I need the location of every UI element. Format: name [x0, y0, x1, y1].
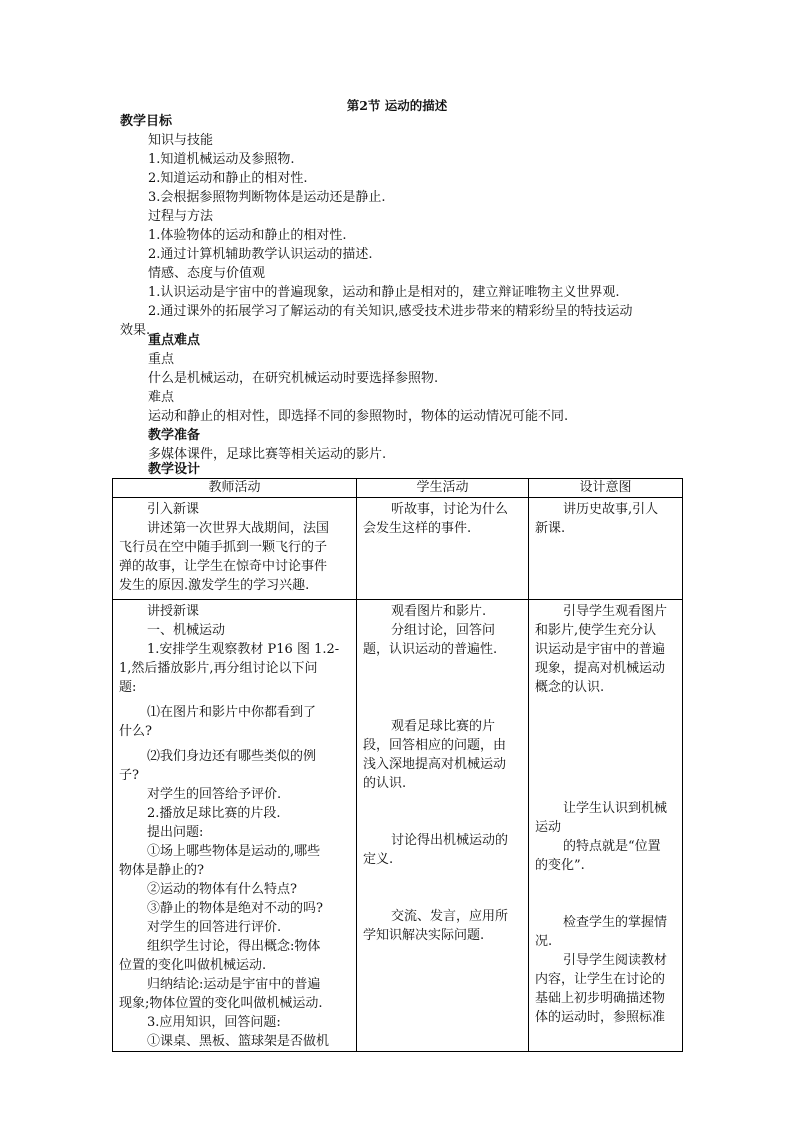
key-points-heading: 重点难点 [148, 333, 201, 348]
cell-line: 的特点就是“位置 [563, 839, 661, 854]
knowledge-item: 3.会根据参照物判断物体是运动还是静止. [148, 190, 386, 205]
process-item: 1.体验物体的运动和静止的相对性. [148, 228, 347, 243]
emotion-heading: 情感、态度与价值观 [148, 266, 266, 281]
objectives-section [120, 112, 680, 340]
cell-line: 基础上初步明确描述物 [535, 991, 666, 1006]
cell-line: 段，回答相应的问题，由 [363, 738, 507, 753]
cell-line: 讨论得出机械运动的 [391, 833, 509, 848]
key-text: 什么是机械运动，在研究机械运动时要选择参照物. [148, 371, 439, 386]
table-row [113, 600, 683, 1052]
cell-line: 子? [119, 768, 139, 783]
emotion-item: 1.认识运动是宇宙中的普遍现象，运动和静止是相对的，建立辩证唯物主义世界观. [148, 285, 620, 300]
cell-line: 交流、发言，应用所 [391, 909, 509, 924]
column-header-teacher: 教师活动 [113, 479, 357, 498]
cell-line: 1,然后播放影片,再分组讨论以下问 [119, 661, 318, 676]
teacher-cell [113, 498, 357, 600]
preparation-text: 多媒体课件，足球比赛等相关运动的影片. [148, 447, 387, 462]
key-points-section [120, 331, 680, 426]
knowledge-item: 2.知道运动和静止的相对性. [148, 171, 308, 186]
cell-line: 什么? [119, 724, 152, 739]
cell-line: 弹的故事，让学生在惊奇中讨论事件 [119, 559, 328, 574]
cell-line: 讲述第一次世界大战期间，法国 [147, 521, 330, 536]
cell-line: 讲历史故事,引人 [563, 502, 659, 517]
cell-line: 况. [535, 934, 553, 949]
emotion-item-continued: 效果. [120, 323, 151, 338]
cell-line: 的变化”. [535, 858, 585, 873]
cell-line: 物体是静止的? [119, 863, 204, 878]
cell-line: 组织学生讨论，得出概念:物体 [147, 939, 321, 954]
cell-line: 题，认识运动的普遍性. [363, 642, 498, 657]
cell-line: 定义. [363, 852, 394, 867]
design-heading: 教学设计 [148, 462, 201, 477]
cell-line: 体的运动时，参照标准 [535, 1010, 666, 1025]
cell-line: ①场上哪些物体是运动的,哪些 [147, 844, 321, 859]
cell-line: ①课桌、黑板、篮球架是否做机 [147, 1034, 330, 1049]
cell-line: 检查学生的掌握情 [563, 915, 668, 930]
cell-line: 浅入深地提高对机械运动 [363, 757, 507, 772]
cell-line: 归纳结论:运动是宇宙中的普遍 [147, 977, 321, 992]
cell-line: 学知识解决实际问题. [363, 928, 485, 943]
difficult-text: 运动和静止的相对性，即选择不同的参照物时，物体的运动情况可能不同. [148, 409, 569, 424]
cell-line: 现象;物体位置的变化叫做机械运动. [119, 996, 323, 1011]
table-row [113, 498, 683, 600]
cell-line: 会发生这样的事件. [363, 521, 472, 536]
cell-line: 对学生的回答给予评价. [147, 787, 282, 802]
process-item: 2.通过计算机辅助教学认识运动的描述. [148, 247, 373, 262]
knowledge-item: 1.知道机械运动及参照物. [148, 152, 295, 167]
student-cell [357, 600, 529, 1052]
cell-line: 和影片,使学生充分认 [535, 623, 657, 638]
cell-line: 新课. [535, 521, 566, 536]
cell-line: 分组讨论，回答问 [391, 623, 496, 638]
cell-line: ②运动的物体有什么特点? [147, 882, 297, 897]
process-heading: 过程与方法 [148, 209, 214, 224]
cell-line: 对学生的回答进行评价. [147, 920, 282, 935]
cell-line: 3.应用知识，回答问题: [147, 1015, 281, 1030]
cell-line: 现象，提高对机械运动 [535, 661, 666, 676]
intent-cell [529, 498, 683, 600]
cell-line: 位置的变化叫做机械运动. [119, 958, 267, 973]
key-heading: 重点 [148, 352, 175, 367]
cell-line: 运动 [535, 820, 562, 835]
cell-line: 听故事，讨论为什么 [391, 502, 509, 517]
cell-line: 观看足球比赛的片 [391, 719, 496, 734]
page-title: 第2节 运动的描述 [346, 98, 448, 113]
knowledge-heading: 知识与技能 [148, 133, 214, 148]
cell-line: 发生的原因.激发学生的学习兴趣. [119, 578, 310, 593]
intent-cell [529, 600, 683, 1052]
cell-line: 题: [119, 680, 137, 695]
student-cell [357, 498, 529, 600]
cell-line: 概念的认识. [535, 680, 605, 695]
cell-line: ⑴在图片和影片中你都看到了 [147, 705, 317, 720]
cell-line: ⑵我们身边还有哪些类似的例 [147, 749, 317, 764]
cell-line: 飞行员在空中随手抓到一颗飞行的子 [119, 540, 328, 555]
column-header-student: 学生活动 [357, 479, 529, 498]
objectives-heading: 教学目标 [120, 114, 173, 129]
cell-line: 引入新课 [147, 502, 200, 517]
cell-line: 识运动是宇宙中的普遍 [535, 642, 666, 657]
cell-line: 观看图片和影片. [391, 604, 487, 619]
cell-line: 讲授新课 [147, 604, 200, 619]
cell-line: 引导学生阅读教材 [563, 953, 668, 968]
column-header-intent: 设计意图 [529, 479, 683, 498]
cell-line: 提出问题: [147, 825, 204, 840]
cell-line: 的认识. [363, 776, 407, 791]
cell-line: 1.安排学生观察教材 P16 图 1.2- [147, 642, 340, 657]
cell-line: 一、机械运动 [147, 623, 226, 638]
cell-line: 引导学生观看图片 [563, 604, 668, 619]
teaching-design-table [112, 478, 683, 1052]
cell-line: ③静止的物体是绝对不动的吗? [147, 901, 323, 916]
teacher-cell [113, 600, 357, 1052]
preparation-heading: 教学准备 [148, 428, 201, 443]
emotion-item: 2.通过课外的拓展学习了解运动的有关知识,感受技术进步带来的精彩纷呈的特技运动 [148, 304, 633, 319]
cell-line: 让学生认识到机械 [563, 801, 668, 816]
difficult-heading: 难点 [148, 390, 175, 405]
preparation-section [120, 426, 680, 464]
cell-line: 2.播放足球比赛的片段. [147, 806, 281, 821]
table-header-row [113, 479, 683, 498]
design-heading-block [120, 460, 680, 479]
cell-line: 内容，让学生在讨论的 [535, 972, 666, 987]
